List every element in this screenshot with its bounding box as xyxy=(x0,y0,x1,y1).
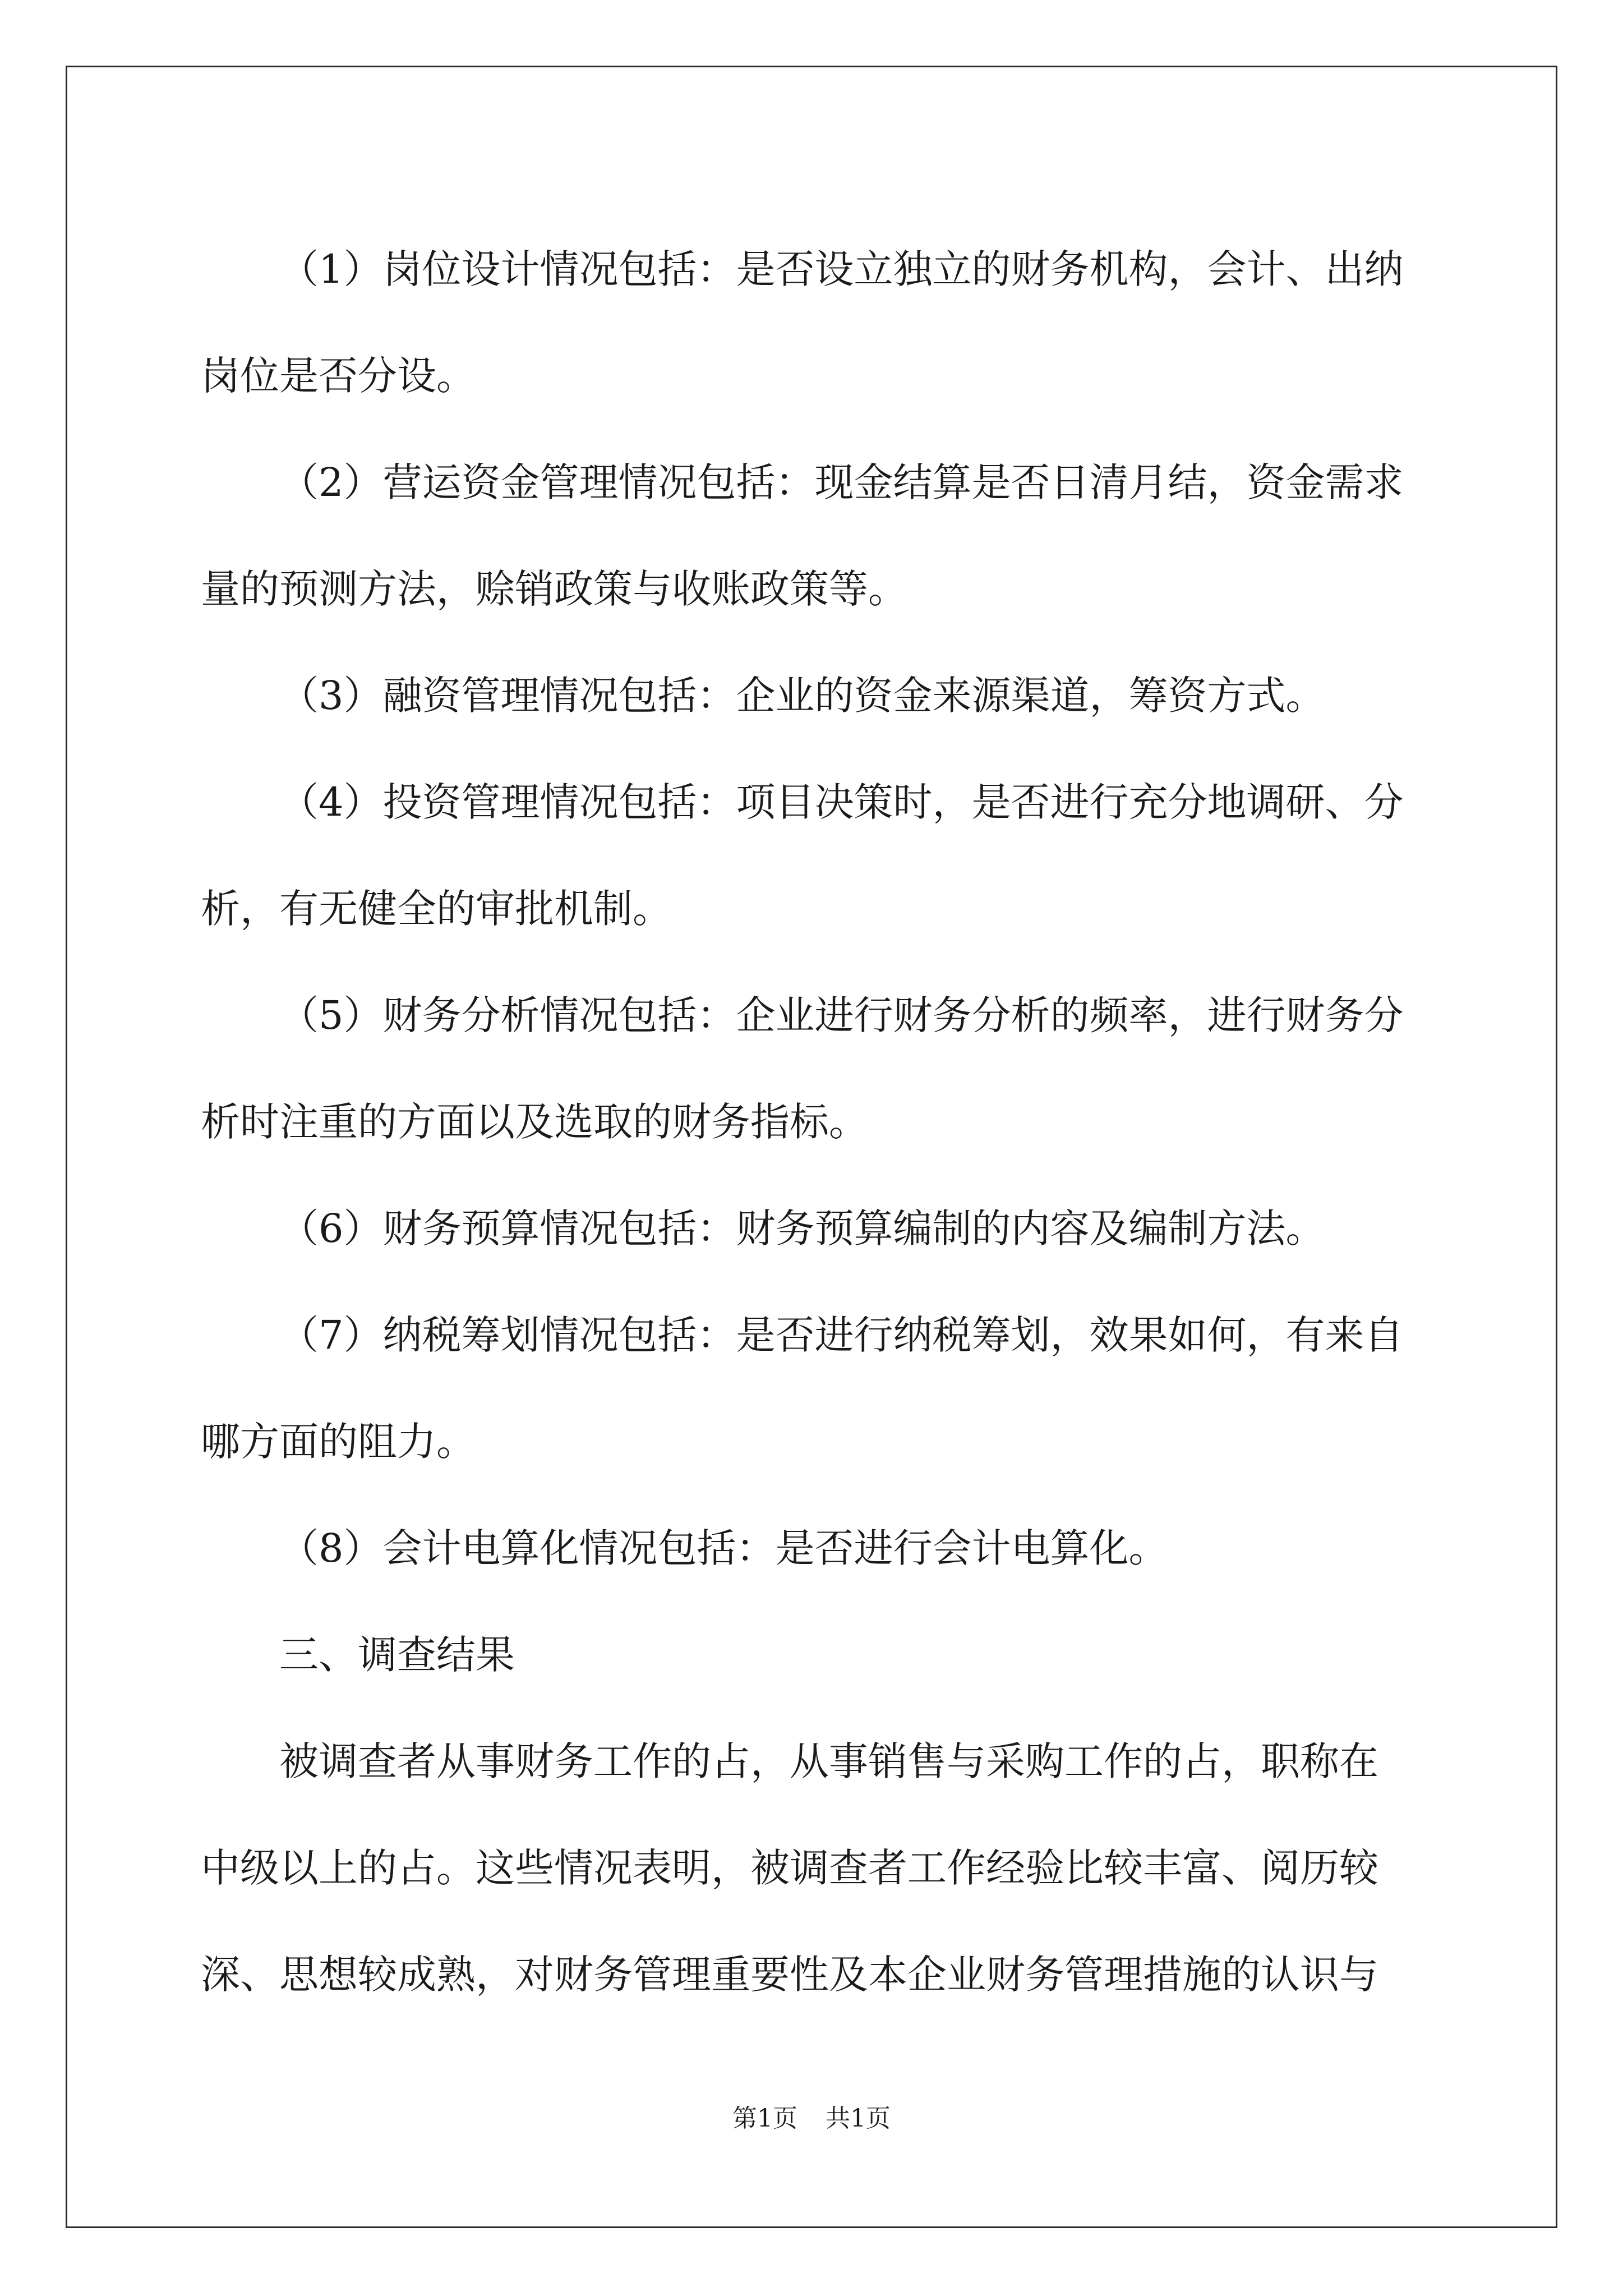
paragraph-line: （6）财务预算情况包括：财务预算编制的内容及编制方法。 xyxy=(279,1205,1325,1251)
paragraph-line: 析，有无健全的审批机制。 xyxy=(201,886,672,932)
page-footer xyxy=(0,2098,1623,2134)
paragraph-line: 深、思想较成熟，对财务管理重要性及本企业财务管理措施的认识与 xyxy=(201,1952,1378,1998)
paragraph-line: （5）财务分析情况包括：企业进行财务分析的频率，进行财务分 xyxy=(279,992,1404,1038)
paragraph-line: （2）营运资金管理情况包括：现金结算是否日清月结，资金需求 xyxy=(279,459,1404,505)
document-body xyxy=(201,216,1435,2028)
page-number-total: 共1页 xyxy=(826,2104,891,2133)
paragraph-line: 被调查者从事财务工作的占，从事销售与采购工作的占，职称在 xyxy=(279,1738,1378,1784)
paragraph-line: 中级以上的占。这些情况表明，被调查者工作经验比较丰富、阅历较 xyxy=(201,1845,1378,1891)
paragraph-line: 量的预测方法，赊销政策与收账政策等。 xyxy=(201,566,907,612)
paragraph-line: （4）投资管理情况包括：项目决策时，是否进行充分地调研、分 xyxy=(279,779,1404,825)
paragraph-line: （7）纳税筹划情况包括：是否进行纳税筹划，效果如何，有来自 xyxy=(279,1312,1404,1358)
section-heading: 三、调查结果 xyxy=(279,1632,515,1678)
paragraph-line: 哪方面的阻力。 xyxy=(201,1419,476,1465)
paragraph-line: 岗位是否分设。 xyxy=(201,353,476,399)
paragraph-line: （8）会计电算化情况包括：是否进行会计电算化。 xyxy=(279,1525,1168,1571)
paragraph-line: （1）岗位设计情况包括：是否设立独立的财务机构，会计、出纳 xyxy=(279,246,1404,292)
paragraph-line: 析时注重的方面以及选取的财务指标。 xyxy=(201,1099,868,1145)
page-number-current: 第1页 xyxy=(732,2104,797,2133)
paragraph-line: （3）融资管理情况包括：企业的资金来源渠道，筹资方式。 xyxy=(279,673,1325,719)
